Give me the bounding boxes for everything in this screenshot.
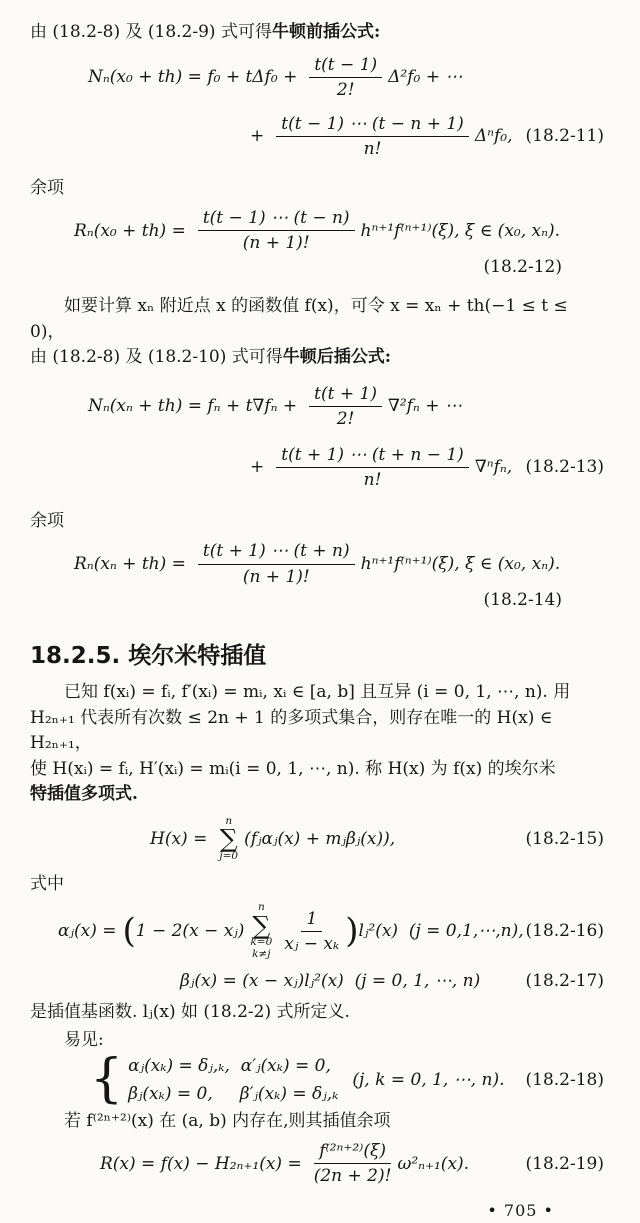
fraction-denominator: 2! — [336, 408, 355, 429]
equation-number: (18.2-16) — [525, 921, 604, 942]
fraction-numerator: t(t + 1) ⋯ (t + n − 1) — [276, 444, 469, 468]
paragraph-hermite-line1: 已知 f(xᵢ) = fᵢ, f′(xᵢ) = mᵢ, xᵢ ∈ [a, b] 且互异 (i = 0, 1, ⋯, n). 用 — [64, 682, 571, 703]
paragraph-basis-functions: 是插值基函数. lⱼ(x) 如 (18.2-2) 式所定义. — [30, 1002, 350, 1023]
paragraph-hermite-line2: H₂ₙ₊₁ 代表所有次数 ≤ 2n + 1 的多项式集合，则存在唯一的 H(x) ∈ H₂ₙ₊₁， — [30, 707, 553, 754]
paragraph-newton-forward-intro — [30, 20, 604, 46]
equation-18-2-11-line2 — [30, 113, 604, 160]
eq13-rhs2: ∇ⁿfₙ, — [474, 457, 513, 478]
equation-18-2-13-line2 — [30, 444, 604, 491]
summation-upper-limit: n — [257, 900, 265, 913]
summation — [219, 816, 238, 863]
equation-number: (18.2-19) — [525, 1153, 604, 1174]
equation-18-2-17 — [30, 970, 604, 992]
eq11-rhs2: Δⁿf₀, — [474, 126, 513, 147]
system-row-2: βⱼ(xₖ) = 0, β′ⱼ(xₖ) = δⱼ,ₖ — [128, 1083, 339, 1104]
eq12-lhs: Rₙ(x₀ + th) = — [74, 220, 186, 241]
paragraph-hermite-line4 — [30, 782, 604, 808]
hermite-bold-term: 特插值多项式. — [30, 784, 138, 805]
equation-18-2-14 — [30, 540, 604, 587]
summation-lower-limit-1: k=0 — [250, 936, 273, 949]
eq11-rhs: Δ²f₀ + ⋯ — [388, 67, 463, 88]
intro-text: 由 (18.2-8) 及 (18.2-9) 式可得 — [30, 22, 272, 42]
eq13-lhs: Nₙ(xₙ + th) = fₙ + t∇fₙ + — [88, 396, 298, 417]
equation-18-2-11-line1 — [30, 54, 604, 101]
eq19-rhs: ω²ₙ₊₁(x). — [397, 1153, 470, 1174]
fraction — [284, 908, 339, 955]
fraction-numerator: f⁽²ⁿ⁺²⁾(ξ) — [314, 1140, 391, 1164]
fraction-numerator: t(t + 1) ⋯ (t + n) — [198, 540, 355, 564]
eq11-lhs: Nₙ(x₀ + th) = f₀ + tΔf₀ + — [88, 67, 298, 88]
eq14-rhs: hⁿ⁺¹f⁽ⁿ⁺¹⁾(ξ), ξ ∈ (x₀, xₙ). — [360, 553, 561, 574]
fraction-numerator: t(t − 1) — [309, 54, 382, 78]
paragraph-hermite-line3: 使 H(xᵢ) = fᵢ, H′(xᵢ) = mᵢ(i = 0, 1, ⋯, n). 称 H(x) 为 f(x) 的埃尔米 — [30, 758, 556, 779]
equation-18-2-15 — [30, 816, 604, 863]
fraction-denominator: n! — [363, 138, 382, 159]
eq17-body: βⱼ(x) = (x − xⱼ)lⱼ²(x) (j = 0, 1, ⋯, n) — [180, 971, 481, 992]
summation-lower-limit: j=0 — [219, 849, 239, 862]
sigma-symbol: ∑ — [252, 910, 271, 940]
fraction — [198, 540, 355, 587]
equation-number: (18.2-12) — [483, 256, 562, 277]
paragraph-remainder-exists: 若 f⁽²ⁿ⁺²⁾(x) 在 (a, b) 内存在,则其插值余项 — [64, 1110, 391, 1131]
fraction — [198, 207, 355, 254]
eq19-lhs: R(x) = f(x) − H₂ₙ₊₁(x) = — [100, 1153, 302, 1174]
fraction-denominator: n! — [363, 469, 382, 490]
paragraph-newton-backward-line1: 如要计算 xₙ 附近点 x 的函数值 f(x)，可令 x = xₙ + th(−1 ≤ t ≤ 0)， — [30, 296, 568, 342]
equation-18-2-16 — [30, 902, 604, 960]
equation-18-2-19 — [30, 1140, 604, 1187]
fraction — [309, 383, 382, 430]
backward-bold-term: 牛顿后插公式: — [282, 347, 392, 368]
fraction — [314, 1140, 392, 1187]
fraction-numerator: 1 — [301, 908, 322, 932]
eq13-rhs: ∇²fₙ + ⋯ — [387, 396, 462, 417]
eq15-lhs: H(x) = — [150, 829, 208, 849]
section-heading-hermite: 18.2.5. 埃尔米特插值 — [30, 643, 267, 670]
fraction-numerator: t(t − 1) ⋯ (t − n) — [198, 207, 355, 231]
equation-number: (18.2-15) — [525, 829, 604, 849]
equation-number: (18.2-14) — [483, 589, 562, 610]
open-paren: ( — [122, 910, 136, 951]
equation-18-2-12 — [30, 207, 604, 254]
eq16-inner: 1 − 2(x − xⱼ) — [135, 921, 245, 942]
equation-number: (18.2-17) — [525, 971, 604, 992]
label-where: 式中 — [30, 874, 64, 895]
eq11-plus: + — [250, 126, 265, 147]
label-easy-to-see: 易见: — [64, 1029, 104, 1050]
eq16-lhs: αⱼ(x) = — [58, 921, 117, 942]
equation-18-2-18 — [30, 1049, 604, 1110]
label-remainder-2: 余项 — [30, 510, 64, 531]
fraction-denominator: (n + 1)! — [242, 233, 310, 254]
equation-18-2-13-line1 — [30, 383, 604, 430]
eq16-rhs: lⱼ²(x) (j = 0,1,⋯,n), — [358, 921, 524, 942]
fraction — [309, 54, 382, 101]
equation-number: (18.2-11) — [525, 126, 604, 147]
system-row-1: αⱼ(xₖ) = δⱼ,ₖ, α′ⱼ(xₖ) = 0, — [128, 1056, 331, 1077]
summation-upper-limit: n — [225, 814, 233, 827]
fraction-denominator: (2n + 2)! — [313, 1166, 392, 1187]
fraction-denominator: 2! — [336, 79, 355, 100]
summation-lower-limit-2: k≠j — [252, 947, 271, 960]
fraction-numerator: t(t + 1) — [309, 383, 382, 407]
eq14-lhs: Rₙ(xₙ + th) = — [74, 553, 186, 574]
eq18-condition: (j, k = 0, 1, ⋯, n). — [352, 1070, 505, 1090]
eq15-rhs: (fⱼαⱼ(x) + mⱼβⱼ(x)), — [244, 829, 396, 849]
fraction — [276, 113, 469, 160]
sigma-symbol: ∑ — [219, 824, 238, 854]
paragraph-newton-backward-line2 — [30, 345, 604, 371]
backward-text: 由 (18.2-8) 及 (18.2-10) 式可得 — [30, 347, 283, 368]
page-number: • 705 • — [487, 1201, 554, 1221]
close-paren: ) — [345, 910, 359, 951]
eq13-plus: + — [250, 457, 265, 478]
label-remainder-1: 余项 — [30, 177, 64, 198]
fraction-denominator: xⱼ − xₖ — [284, 933, 340, 954]
fraction-numerator: t(t − 1) ⋯ (t − n + 1) — [276, 113, 469, 137]
equation-number: (18.2-13) — [525, 457, 604, 478]
equation-number: (18.2-18) — [525, 1070, 604, 1090]
system-brace: { — [90, 1049, 124, 1110]
equation-system — [128, 1055, 338, 1104]
intro-bold-term: 牛顿前插公式: — [271, 22, 381, 42]
eq12-rhs: hⁿ⁺¹f⁽ⁿ⁺¹⁾(ξ), ξ ∈ (x₀, xₙ). — [360, 220, 561, 241]
fraction-denominator: (n + 1)! — [242, 566, 310, 587]
fraction — [276, 444, 469, 491]
summation — [250, 902, 272, 960]
